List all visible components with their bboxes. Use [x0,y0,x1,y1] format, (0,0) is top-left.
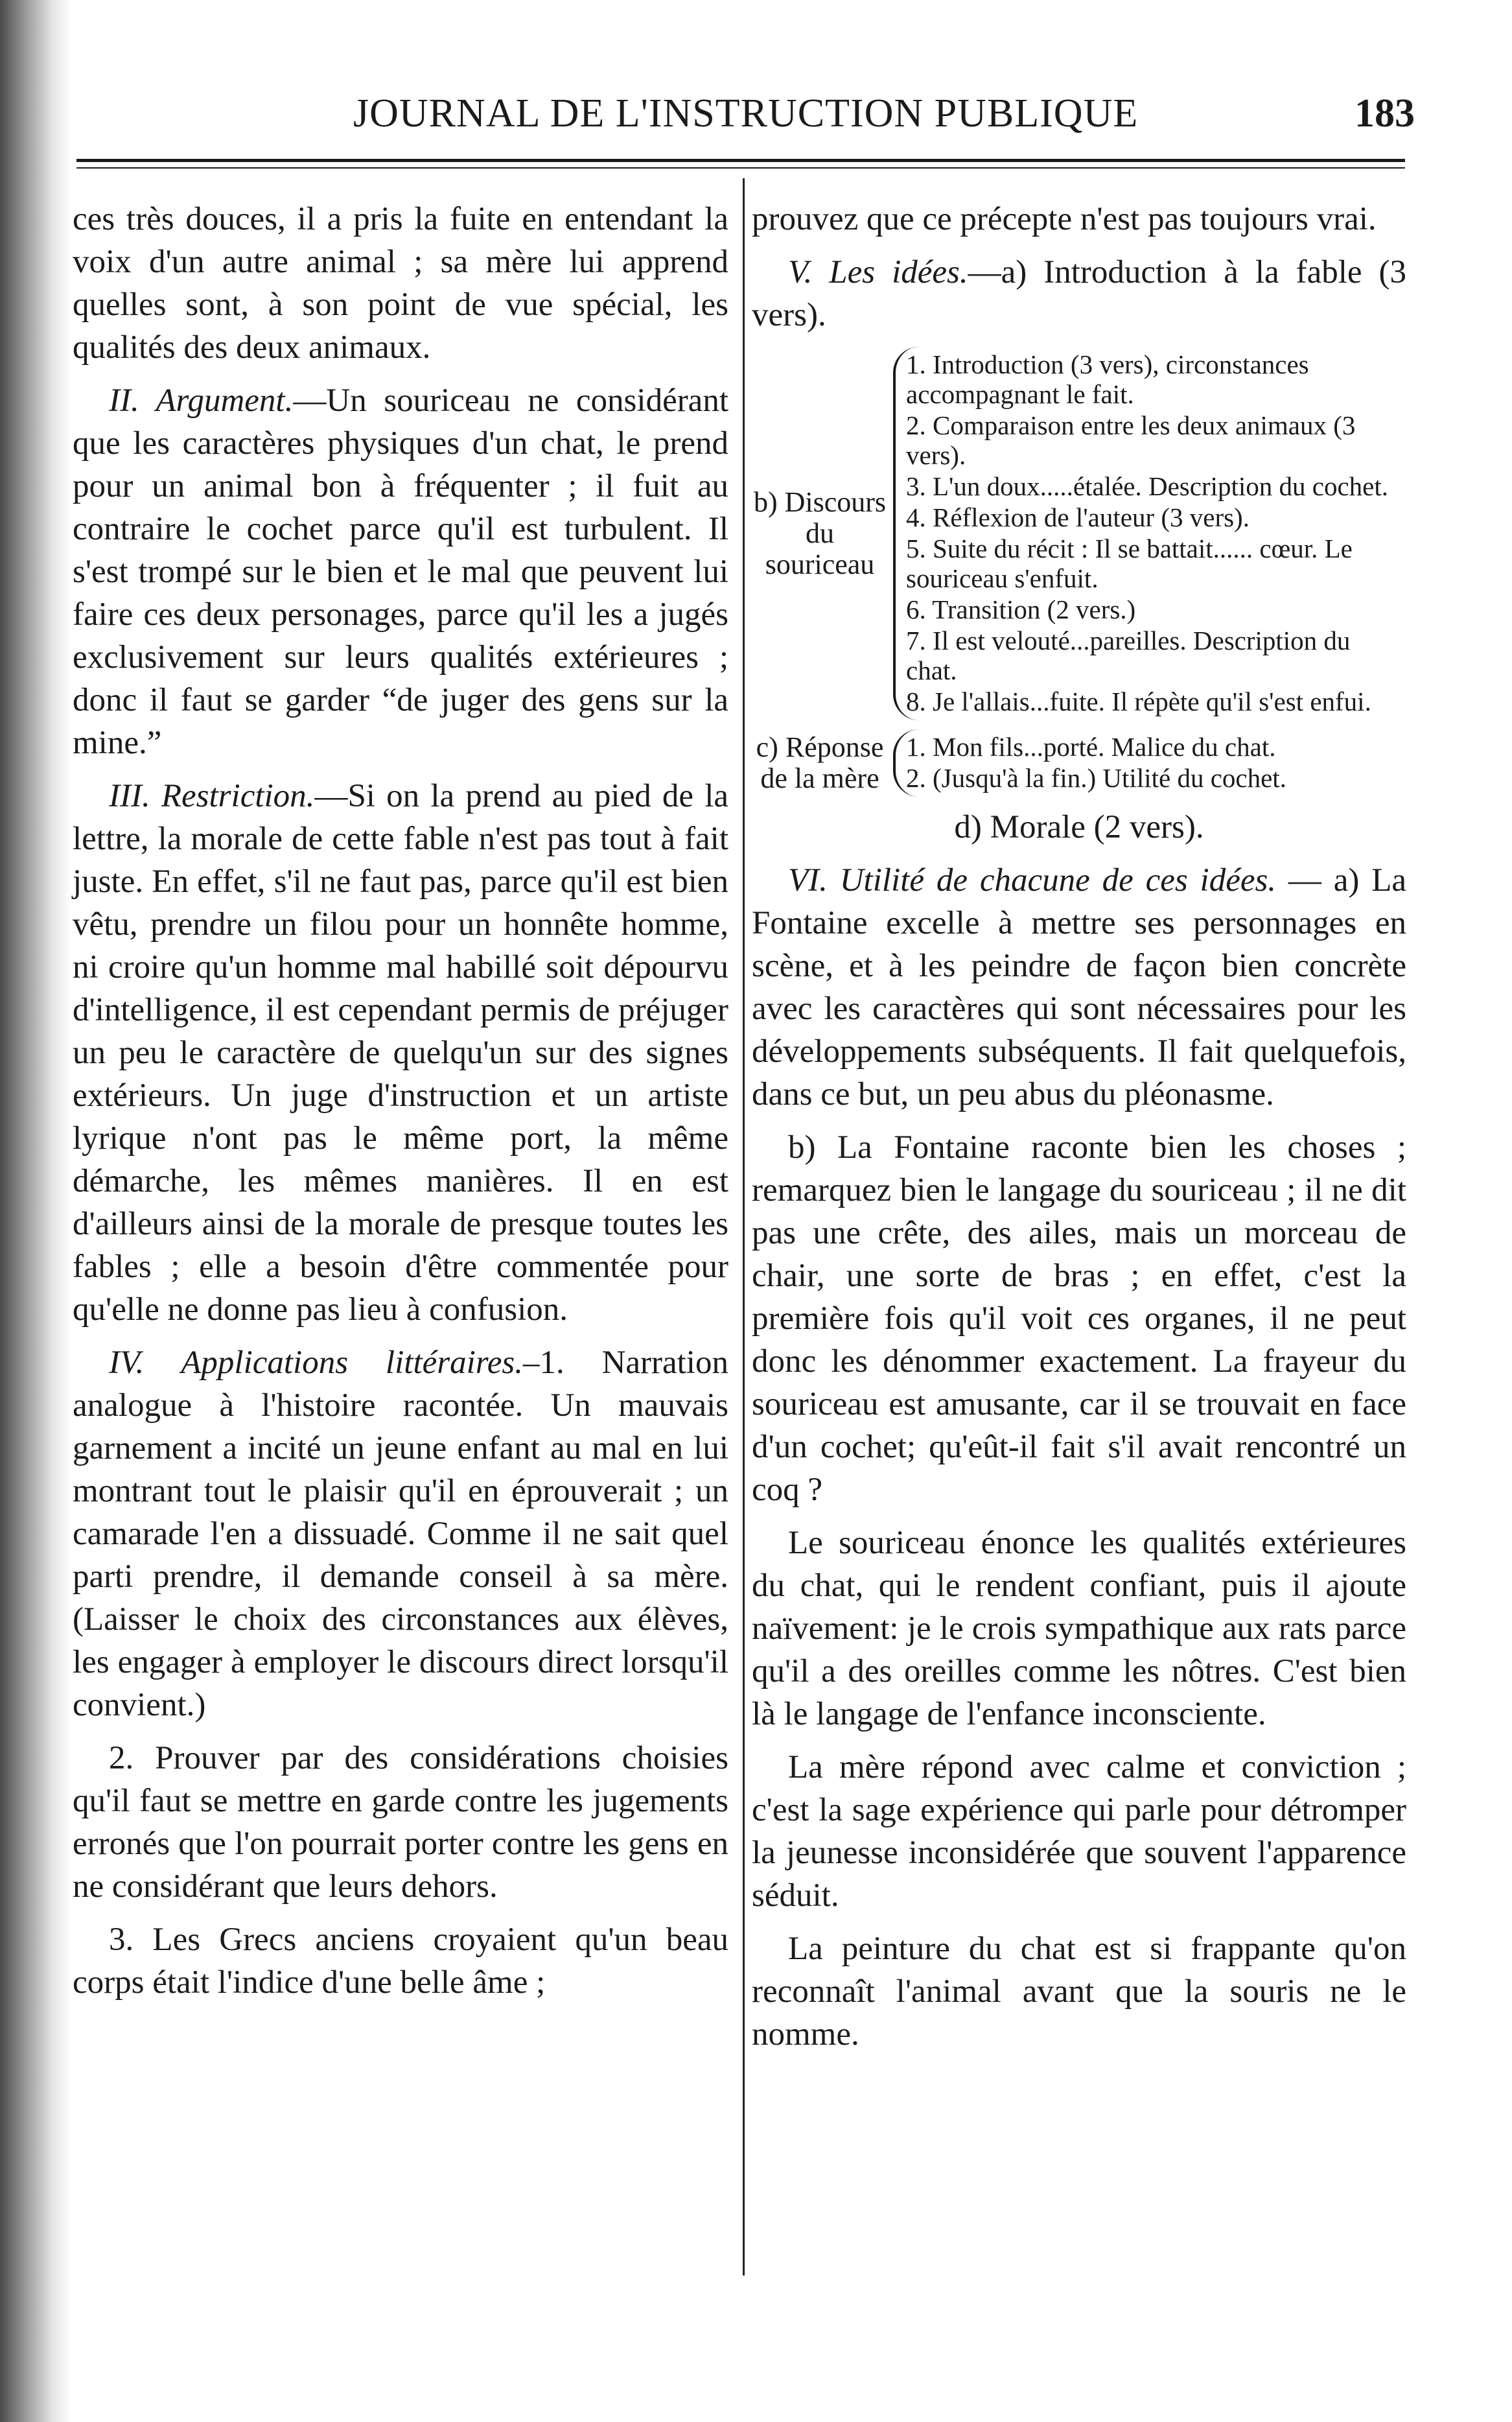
section-label: V. Les idées. [788,254,968,290]
paragraph-intro: prouvez que ce précepte n'est pas toujours vrai. [752,201,1377,237]
section-label: VI. Utilité de chacune de ces idées. [788,862,1277,899]
outline-label: b) Discours du souriceau [753,486,887,580]
page-number: 183 [1355,91,1415,135]
paragraph-text: — a) La Fontaine excelle à mettre ses personnages en scène, et à les peindre de façon bien concrète avec les caractères qui sont nécessaires pour les développements subséquents. Il fait quelquefois, dans ce but, un peu abus du pléonasme. [752,862,1406,1112]
section-label: III. Restriction. [109,778,315,814]
right-column [752,198,1406,2066]
outline-item: 2. Comparaison entre les deux animaux (3 vers). [906,410,1356,470]
column-divider [743,178,745,2275]
outline-discours-souriceau [752,347,1406,720]
outline-item: 1. Introduction (3 vers), circonstances accompagnant le fait. [906,349,1309,409]
paragraph-text: –1. Narration analogue à l'histoire racontée. Un mauvais garnement a incité un jeune enfant au mal en lui montrant tout le plaisir qu'il en éprouverait ; un camarade l'en a dissuadé. Comme il ne sait quel parti prendre, il demande conseil à sa mère. (Laisser le choix des circonstances aux élèves, les engager à employer le discours direct lorsqu'il convient.) [73,1345,728,1723]
header-rule-thick [76,159,1405,162]
page-edge-shadow [0,0,71,2422]
outline-item: 4. Réflexion de l'auteur (3 vers). [906,502,1250,532]
paragraph [73,1918,728,2004]
section-vi [752,859,1406,1116]
paragraph-text: —Si on la prend au pied de la lettre, la morale de cette fable n'est pas tout à fait juste. En effet, s'il ne faut pas, parce qu'il est bien vêtu, prendre un filou pour un honnête homme, ni croire qu'un homme mal habillé soit dépourvu d'intelligence, il est cependant permis de préjuger un peu le caractère de quelqu'un sur des signes extérieurs. Un juge d'instruction et un artiste lyrique n'ont pas le même port, la même démarche, les mêmes manières. Il en est d'ailleurs ainsi de la morale de presque toutes les fables ; elle a besoin d'être commentée pour qu'elle ne donne pas lieu à confusion. [73,778,729,1328]
journal-title: JOURNAL DE L'INSTRUCTION PUBLIQUE [353,91,1139,135]
paragraph [73,198,728,369]
outline-reponse-mere [752,729,1406,797]
left-column [73,198,728,2014]
header-rule-thin [76,167,1405,169]
outline-item: 1. Mon fils...porté. Malice du chat. [906,732,1276,762]
paragraph-text: 3. Les Grecs anciens croyaient qu'un beau corps était l'indice d'une belle âme ; [73,1922,728,2001]
paragraph: La mère répond avec calme et conviction ; c'est la sage expérience qui parle pour détromper la jeunesse inconsidérée que souvent l'apparence séduit. [752,1749,1406,1914]
section-label: II. Argument. [109,382,294,419]
paragraph-text: —Un souriceau ne considérant que les caractères physiques d'un chat, le prend pour un animal bon à fréquenter ; il fuit au contraire le cochet parce qu'il est turbulent. Il s'est trompé sur le bien et le mal que peuvent lui faire ces deux personages, parce qu'il les a jugés exclusivement sur leurs qualités extérieures ; donc il faut se garder “de juger des gens sur la mine.” [73,382,728,761]
paragraph-applications [73,1341,728,1726]
section-v [752,251,1406,336]
section-label: IV. Applications littéraires. [109,1345,523,1381]
running-head [0,91,1512,149]
outline-items [893,347,1406,720]
paragraph [73,1737,728,1908]
outline-items [893,729,1406,797]
outline-item: 8. Je l'allais...fuite. Il répète qu'il s'est enfui. [906,687,1371,716]
paragraph-restriction [73,775,728,1331]
paragraph: La peinture du chat est si frappante qu'on reconnaît l'animal avant que la souris ne le nomme. [752,1931,1406,2052]
outline-item: 5. Suite du récit : Il se battait...... cœur. Le souriceau s'enfuit. [906,534,1353,593]
paragraph: b) La Fontaine raconte bien les choses ; remarquez bien le langage du souriceau ; il ne dit pas une crête, des ailes, mais un morceau de chair, une sorte de bras ; en effet, c'est la première fois qu'il voit ces organes, il ne peut donc les dénommer exactement. La frayeur du souriceau est amusante, car il se trouvait en face d'un cochet; qu'eût-il fait s'il avait rencontré un coq ? [752,1129,1406,1508]
paragraph-text: —a) Introduction à la fable (3 vers). [752,254,1406,333]
outline-label: c) Réponse de la mère [756,731,884,794]
outline-item: 7. Il est velouté...pareilles. Description du chat. [906,626,1351,685]
paragraph-text: ces très douces, il a pris la fuite en entendant la voix d'un autre animal ; sa mère lui apprend quelles sont, à son point de vue spécial, les qualités des deux animaux. [73,201,728,366]
outline-item: 3. L'un doux.....étalée. Description du cochet. [906,471,1389,501]
paragraph-text: 2. Prouver par des considérations choisies qu'il faut se mettre en garde contre les jugements erronés que l'on pourrait porter contre les gens en ne considérant que leurs dehors. [73,1740,728,1905]
outline-item: 6. Transition (2 vers.) [906,594,1136,624]
paragraph: Le souriceau énonce les qualités extérieures du chat, qui le rendent confiant, puis il ajoute naïvement: je le crois sympathique aux rats parce qu'il a des oreilles comme les nôtres. C'est bien là le langage de l'enfance inconsciente. [752,1525,1406,1732]
paragraph-argument [73,379,728,764]
morale-line: d) Morale (2 vers). [954,809,1204,845]
outline-item: 2. (Jusqu'à la fin.) Utilité du cochet. [906,763,1286,793]
